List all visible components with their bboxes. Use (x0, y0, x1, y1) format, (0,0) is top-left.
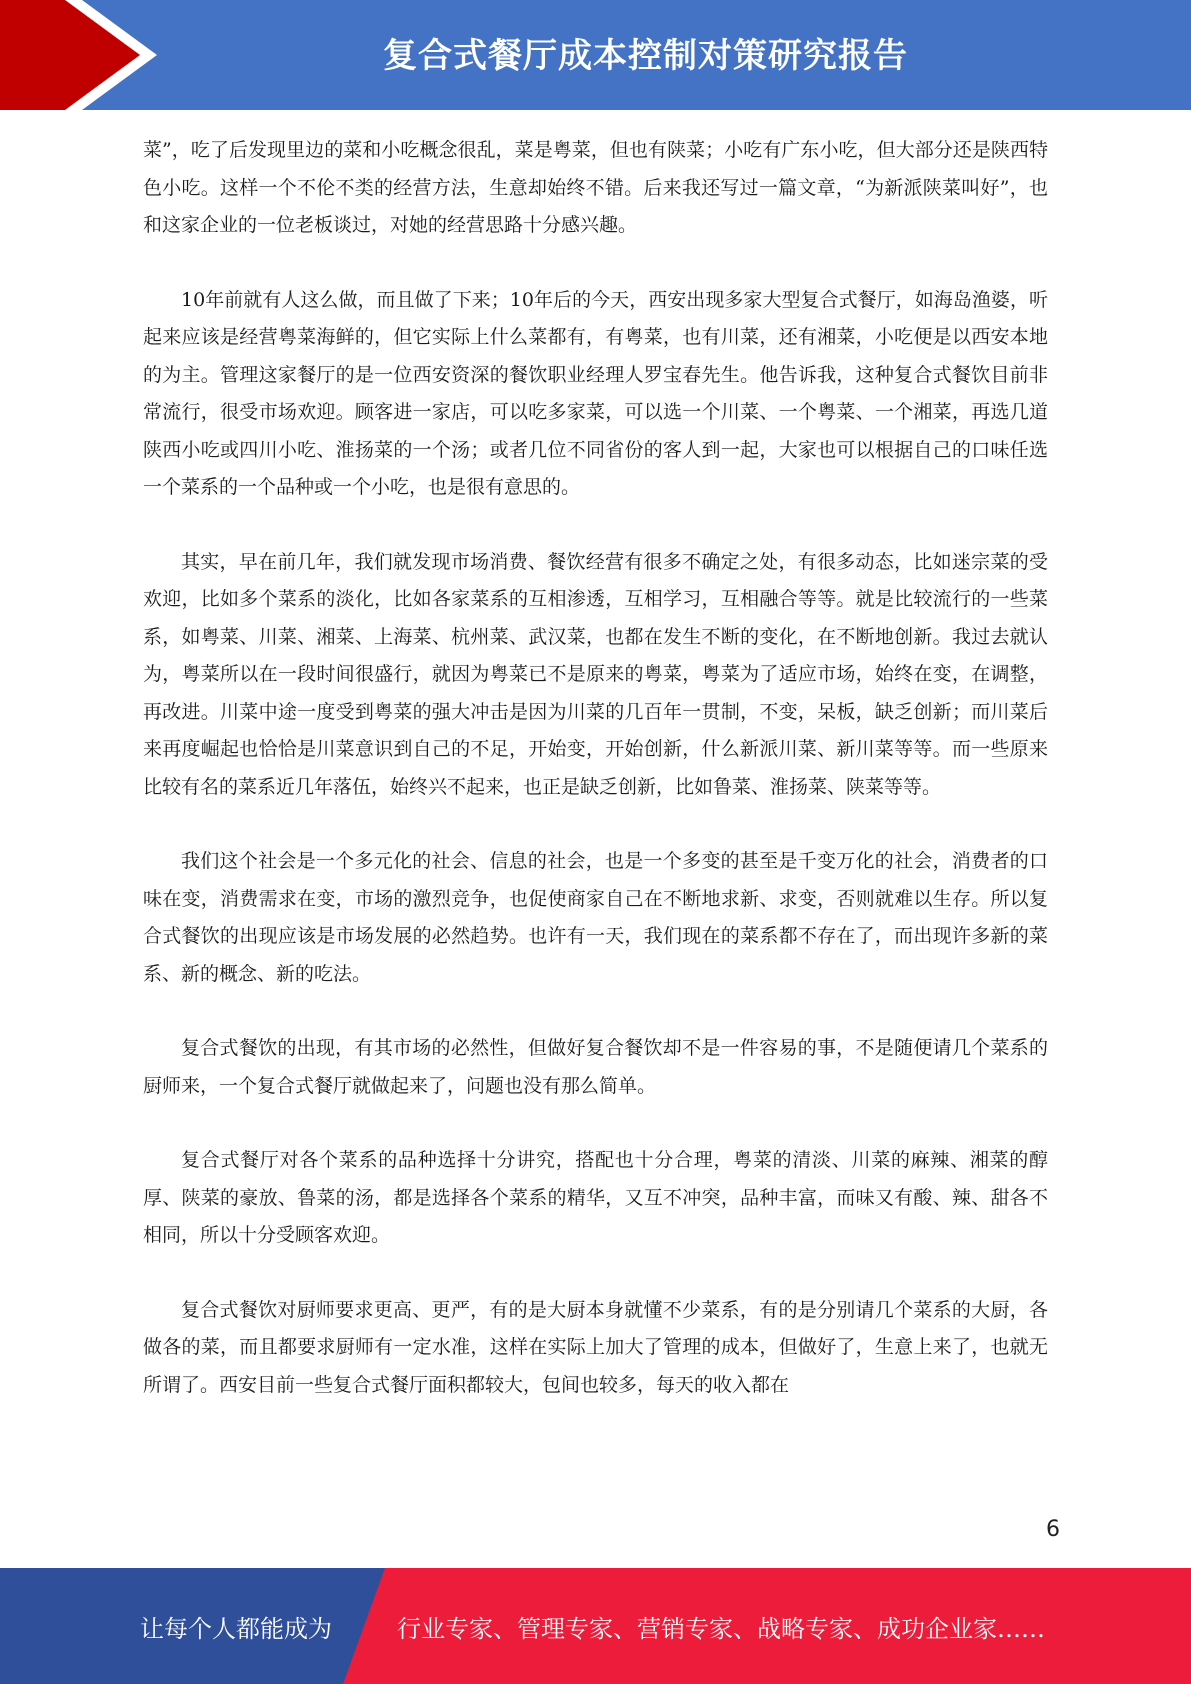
page-header (0, 0, 1191, 110)
paragraph-7: 复合式餐饮对厨师要求更高、更严，有的是大厨本身就懂不少菜系，有的是分别请几个菜系的大厨，各做各的菜，而且都要求厨师有一定水准，这样在实际上加大了管理的成本，但做好了，生意上来了，也就无所谓了。西安目前一些复合式餐厅面积都较大，包间也较多，每天的收入都在 (143, 1298, 1048, 1396)
paragraph-4: 我们这个社会是一个多元化的社会、信息的社会，也是一个多变的甚至是千变万化的社会，消费者的口味在变，消费需求在变，市场的激烈竞争，也促使商家自己在不断地求新、求变，否则就难以生存。所以复合式餐饮的出现应该是市场发展的必然趋势。也许有一天，我们现在的菜系都不存在了，而出现许多新的菜系、新的概念、新的吃法。 (143, 850, 1048, 985)
footer-slogan-right: 行业专家、管理专家、营销专家、战略专家、成功企业家…… (397, 1614, 1045, 1643)
paragraph-3: 其实，早在前几年，我们就发现市场消费、餐饮经营有很多不确定之处，有很多动态，比如迷宗菜的受欢迎，比如多个菜系的淡化，比如各家菜系的互相渗透，互相学习，互相融合等等。就是比较流行的一些菜系，如粤菜、川菜、湘菜、上海菜、杭州菜、武汉菜，也都在发生不断的变化，在不断地创新。我过去就认为，粤菜所以在一段时间很盛行，就因为粤菜已不是原来的粤菜，粤菜为了适应市场，始终在变，在调整，再改进。川菜中途一度受到粤菜的强大冲击是因为川菜的几百年一贯制，不变，呆板，缺乏创新；而川菜后来再度崛起也恰恰是川菜意识到自己的不足，开始变，开始创新，什么新派川菜、新川菜等等。而一些原来比较有名的菜系近几年落伍，始终兴不起来，也正是缺乏创新，比如鲁菜、淮扬菜、陕菜等等。 (143, 550, 1048, 798)
footer-slogan-left: 让每个人都能成为 (140, 1614, 332, 1643)
paragraph-6: 复合式餐厅对各个菜系的品种选择十分讲究，搭配也十分合理，粤菜的清淡、川菜的麻辣、湘菜的醇厚、陕菜的豪放、鲁菜的汤，都是选择各个菜系的精华，又互不冲突，品种丰富，而味又有酸、辣、甜各不相同，所以十分受顾客欢迎。 (143, 1149, 1048, 1246)
document-title: 复合式餐厅成本控制对策研究报告 (383, 36, 908, 76)
header-red-arrow (0, 0, 150, 110)
paragraph-2: 10年前就有人这么做，而且做了下来；10年后的今天，西安出现多家大型复合式餐厅，如海岛渔婆，听起来应该是经营粤菜海鲜的，但它实际上什么菜都有，有粤菜，也有川菜，还有湘菜，小吃便是以西安本地的为主。管理这家餐厅的是一位西安资深的餐饮职业经理人罗宝春先生。他告诉我，这种复合式餐饮目前非常流行，很受市场欢迎。顾客进一家店，可以吃多家菜，可以选一个川菜、一个粤菜、一个湘菜，再选几道陕西小吃或四川小吃、淮扬菜的一个汤；或者几位不同省份的客人到一起，大家也可以根据自己的口味任选一个菜系的一个品种或一个小吃，也是很有意思的。 (143, 288, 1048, 498)
document-body (143, 132, 1048, 1441)
page-footer (0, 1568, 1191, 1684)
paragraph-1: 菜”，吃了后发现里边的菜和小吃概念很乱，菜是粤菜，但也有陕菜；小吃有广东小吃，但大部分还是陕西特色小吃。这样一个不伦不类的经营方法，生意却始终不错。后来我还写过一篇文章，“为新派陕菜叫好”，也和这家企业的一位老板谈过，对她的经营思路十分感兴趣。 (143, 139, 1048, 236)
page-number: 6 (1046, 1517, 1060, 1542)
paragraph-5: 复合式餐饮的出现，有其市场的必然性，但做好复合餐饮却不是一件容易的事，不是随便请几个菜系的厨师来，一个复合式餐厅就做起来了，问题也没有那么简单。 (143, 1037, 1048, 1097)
